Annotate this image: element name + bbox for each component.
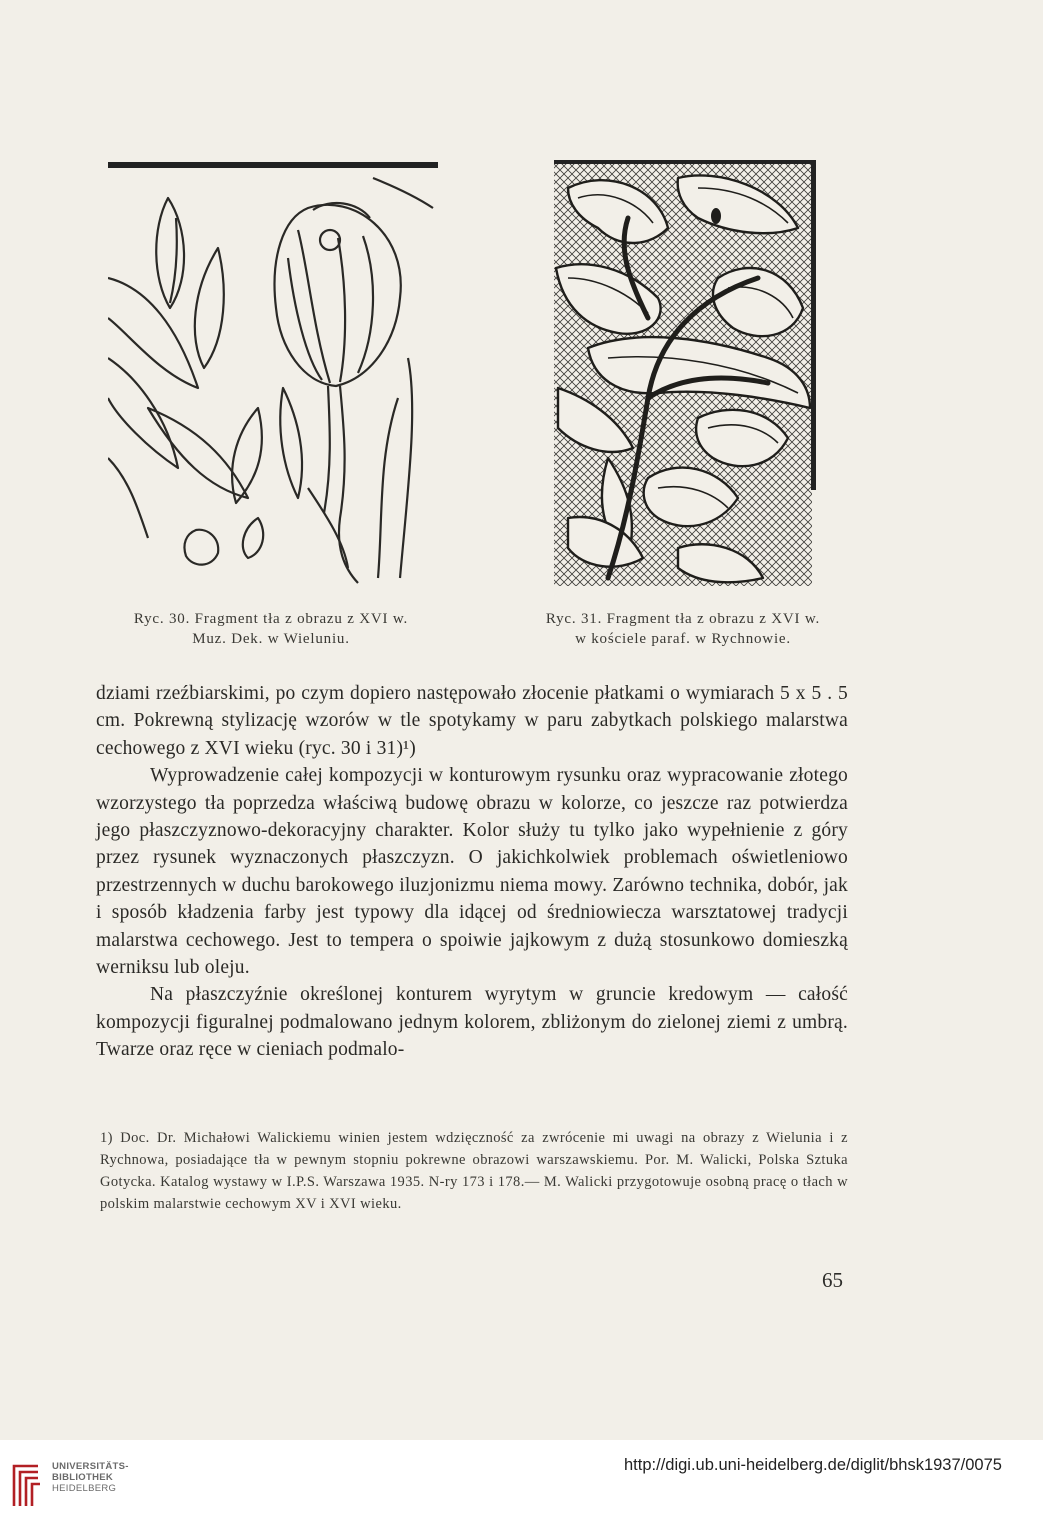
footnote: 1) Doc. Dr. Michałowi Walickiemu winien jestem wdzięczność za zwrócenie mi uwagi na obrazy z Wielunia i z Rychnowa, posiadające tła w pewnym stopniu pokrewne obrazowi warszawskiemu. Por. M. Walicki, Polska Sztuka Gotycka. Katalog wystawy w I.P.S. Warszawa 1935. N-ry 173 i 178.— M. Walicki przygotowuje osobną pracę o tłach w polskim malarstwie cechowym XV i XVI wieku. [100, 1130, 848, 1212]
logo-line1: UNIVERSITÄTS- [52, 1461, 129, 1472]
source-url-link[interactable]: http://digi.ub.uni-heidelberg.de/diglit/bhsk1937/0075 [624, 1456, 1002, 1474]
figure-31-caption-line1: Ryc. 31. Fragment tła z obrazu z XVI w. [545, 611, 821, 627]
logo-line3: HEIDELBERG [52, 1483, 117, 1494]
logo-line2: BIBLIOTHEK [52, 1472, 114, 1483]
library-logo-text [52, 1461, 129, 1494]
library-footer [0, 1440, 1043, 1520]
figure-30-caption-line1: Ryc. 30. Fragment tła z obrazu z XVI w. [133, 611, 409, 627]
figure-31-caption-line2: w kościele paraf. w Rychnowie. [575, 631, 791, 647]
paragraph: Wyprowadzenie całej kompozycji w konturowym rysunku oraz wypracowanie złotego wzorzystego tła poprzedza właściwą budowę obrazu w kolorze, co jeszcze raz potwierdza jego płaszczyznowo-dekoracyjny charakter. Kolor służy tu tylko jako wypełnienie z góry przez rysunek wyznaczonych płaszczyzn. O jakichkolwiek problemach oświetleniowo przestrzennych w duchu barokowego iluzjonizmu niema mowy. Zarówno technika, dobór, jak i sposób kładzenia farby jest typowy dla idącej od średniowiecza warsztatowej tradycji malarstwa cechowego. Jest to tempera o spoiwie jajkowym z dużą stosunkowo domieszką werniksu lub oleju. [96, 765, 848, 979]
figure-31-drawing [548, 158, 818, 590]
paragraph: dziami rzeźbiarskimi, po czym dopiero następowało złocenie płatkami o wymiarach 5 x 5 . 5 cm. Pokrewną stylizację wzorów w tle spotykamy w paru zabytkach polskiego malarstwa cechowego z XVI wieku (ryc. 30 i 31)¹) [96, 683, 848, 759]
figure-31-caption [508, 609, 858, 649]
library-logo-icon [10, 1458, 44, 1510]
figure-30-caption-line2: Muz. Dek. w Wieluniu. [192, 631, 350, 647]
figure-30-caption [96, 609, 446, 649]
paragraph: Na płaszczyźnie określonej konturem wyrytym w gruncie kredowym — całość kompozycji figuralnej podmalowano jednym kolorem, zbliżonym do zielonej ziemi z umbrą. Twarze oraz ręce w cieniach podmalo- [96, 984, 848, 1061]
page-number: 65 [822, 1268, 843, 1292]
body-text [96, 680, 848, 1064]
figure-30-drawing [108, 158, 438, 598]
